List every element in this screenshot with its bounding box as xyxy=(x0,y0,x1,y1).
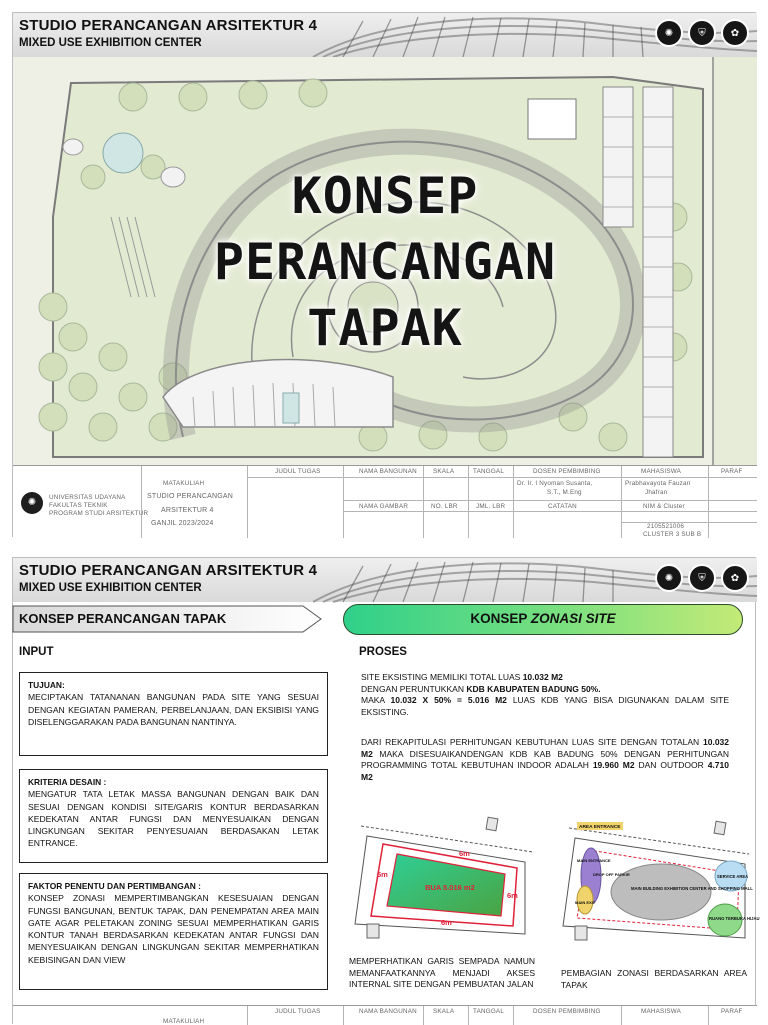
university-logo-icon: ✺ xyxy=(655,564,683,592)
col-catatan: CATATAN xyxy=(548,503,577,510)
col-skala: SKALA xyxy=(433,468,455,475)
setback-top: 6m xyxy=(459,849,470,858)
emblem-logo-icon: ✿ xyxy=(721,19,749,47)
cover-page xyxy=(12,12,756,537)
col-mahasiswa: MAHASISWA xyxy=(641,468,682,475)
col-nama-bangunan: NAMA BANGUNAN xyxy=(359,1008,417,1015)
area-entrance-label: AREA ENTRANCE xyxy=(579,825,621,830)
caption-right: PEMBAGIAN ZONASI BERDASARKAN AREA TAPAK xyxy=(561,968,747,990)
university-line-1: UNIVERSITAS UDAYANA xyxy=(49,494,126,501)
input-box-kriteria xyxy=(19,769,328,863)
university-line-2: FAKULTAS TEKNIK xyxy=(49,502,108,509)
course-name-2: ARSITEKTUR 4 xyxy=(161,507,214,514)
proses-label: PROSES xyxy=(359,646,407,658)
input-box-faktor xyxy=(19,873,328,990)
shield-logo-icon: ⛨ xyxy=(688,564,716,592)
dosen-line-2: S.T., M.Eng xyxy=(547,489,582,496)
ruang-terbuka-label: RUANG TERBUKA HIJAU xyxy=(709,916,760,921)
input-box-tujuan xyxy=(19,672,328,756)
col-judul-tugas: JUDUL TUGAS xyxy=(275,468,321,475)
input-body: MENGATUR TATA LETAK MASSA BANGUNAN DENGAN BAIK DAN SESUAI DENGAN KONDISI SITE/GARIS KONTUR BERDASARKAN KEDEKATAN ANTAR FUNGSI DAN MENYESUAIKAN DENGAN LINGKUNGAN SEKITAR PENYESUAIAN BERDASAKAN LETAK ENTRANCE. xyxy=(28,789,319,849)
logo-group-2 xyxy=(655,564,749,592)
student-line-1: Prabhavayota Fauzan xyxy=(625,480,691,487)
cover-title-line-2: PERANCANGAN xyxy=(213,233,557,291)
kdb-site-diagram xyxy=(347,814,547,946)
setback-bottom: 6m xyxy=(441,918,452,927)
dosen-line-1: Dr. Ir. I Nyoman Susanta, xyxy=(517,480,593,487)
studio-title: STUDIO PERANCANGAN ARSITEKTUR 4 xyxy=(19,17,318,34)
university-seal-icon: ✺ xyxy=(21,492,43,514)
col-tanggal: TANGGAL xyxy=(473,1008,505,1015)
main-entrance-label: MAIN ENTRANCE xyxy=(577,858,611,863)
proses-paragraph-1: SITE EKSISTING MEMILIKI TOTAL LUAS 10.032 M2 DENGAN PERUNTUKKAN KDB KABUPATEN BADUNG 50%. MAKA 10.032 X 50% = 5.016 M2 LUAS KDB YANG BISA DIGUNAKAN DALAM SITE EKSISTING. xyxy=(361,672,729,717)
drop-off-label: DROP OFF PARKIR xyxy=(593,872,630,877)
setback-right: 6m xyxy=(507,891,518,900)
input-body: KONSEP ZONASI MEMPERTIMBANGKAN KESESUAIAN DENGAN FUNGSI BANGUNAN, BENTUK TAPAK, DAN PENEMPATAN AREA MAIN GATE AGAR PELETAKAN ZONING SESUAI MEMPERHATIKAN GARIS KONTUR TANAH BERDASARKAN KEDEKATAN ANTAR FUNGSI DAN MENYESUAIKAN DENGAN LINGKUNGAN SEKITAR MEMPERHATIKAN KEBISINGAN DAN VIEW xyxy=(28,893,319,965)
setback-left: 5m xyxy=(377,870,388,879)
cluster-value: CLUSTER 3 SUB B xyxy=(643,531,702,538)
input-heading: TUJUAN: xyxy=(28,680,65,690)
service-area-label: SERVICE AREA xyxy=(717,874,749,879)
university-line-3: PROGRAM STUDI ARSITEKTUR xyxy=(49,510,149,517)
main-building-label: MAIN BUILDING EXHIBITION CENTER AND SHOPPING MALL xyxy=(631,886,753,891)
logo-group xyxy=(655,19,749,47)
zonasi-site-diagram xyxy=(555,814,760,946)
course-name: STUDIO PERANCANGAN xyxy=(147,493,234,500)
caption-left: MEMPERHATIKAN GARIS SEMPADA NAMUN MEMANFAATKANNYA MENJADI AKSES INTERNAL SITE DENGAN PEMBUATAN JALAN xyxy=(349,956,535,990)
header-band xyxy=(13,13,757,57)
section-title-right-italic: ZONASI SITE xyxy=(530,611,616,626)
cover-title-line-3: TAPAK xyxy=(307,299,463,357)
nim-value: 2105521006 xyxy=(647,523,685,530)
section-title-left-text: KONSEP PERANCANGAN TAPAK xyxy=(19,611,227,626)
section-title-right xyxy=(343,604,743,635)
project-title-2: MIXED USE EXHIBITION CENTER xyxy=(19,582,202,594)
emblem-logo-icon: ✿ xyxy=(721,564,749,592)
input-body: MECIPTAKAN TATANANAN BANGUNAN PADA SITE YANG SESUAI DENGAN KEGIATAN PAMERAN, PERBELANJAAN, DAN EKSIBISI YANG DISELENGGARAKAN PADA BANGUNAN NANTINYA. xyxy=(28,692,319,727)
input-heading: FAKTOR PENENTU DAN PERTIMBANGAN : xyxy=(28,881,201,891)
semester: GANJIL 2023/2024 xyxy=(151,520,214,527)
content-page xyxy=(12,557,760,1025)
cover-title xyxy=(13,163,757,361)
shield-logo-icon: ⛨ xyxy=(688,19,716,47)
section-title-left xyxy=(13,606,323,632)
col-dosen: DOSEN PEMBIMBING xyxy=(533,468,601,475)
col-tanggal: TANGGAL xyxy=(473,468,505,475)
col-mahasiswa: MAHASISWA xyxy=(641,1008,682,1015)
input-label: INPUT xyxy=(19,646,54,658)
header-band-2 xyxy=(13,558,757,602)
title-block-table xyxy=(13,465,757,538)
section-title-right-prefix: KONSEP xyxy=(470,611,528,626)
cover-title-line-1: KONSEP xyxy=(291,167,479,225)
col-jml-lbr: JML. LBR xyxy=(476,503,506,510)
course-label: MATAKULIAH xyxy=(163,1018,205,1025)
project-title: MIXED USE EXHIBITION CENTER xyxy=(19,37,202,49)
studio-title-2: STUDIO PERANCANGAN ARSITEKTUR 4 xyxy=(19,562,318,579)
col-judul-tugas: JUDUL TUGAS xyxy=(275,1008,321,1015)
proses-paragraph-2: DARI REKAPITULASI PERHITUNGAN KEBUTUHAN LUAS SITE DENGAN TOTALAN 10.032 M2 MAKA DISESUAIKANDENGAN KDB KAB BADUNG 50% DENGAN PERHITUNGAN PROGRAMMING TOTAL KEBUTUHAN INDOOR ADALAH 19.960 M2 DAN OUTDOOR 4.710 M2 xyxy=(361,737,729,782)
title-block-table-2 xyxy=(13,1005,757,1025)
col-nama-gambar: NAMA GAMBAR xyxy=(359,503,409,510)
student-line-2: Jhafran xyxy=(645,489,668,496)
university-logo-icon: ✺ xyxy=(655,19,683,47)
col-no-lbr: NO. LBR xyxy=(431,503,458,510)
col-nim: NIM & Cluster xyxy=(643,503,685,510)
col-paraf: PARAF xyxy=(721,468,743,475)
main-exit-label: MAIN EXIT xyxy=(575,900,596,905)
col-paraf: PARAF xyxy=(721,1008,743,1015)
col-skala: SKALA xyxy=(433,1008,455,1015)
col-nama-bangunan: NAMA BANGUNAN xyxy=(359,468,417,475)
col-dosen: DOSEN PEMBIMBING xyxy=(533,1008,601,1015)
input-heading: KRITERIA DESAIN : xyxy=(28,777,107,787)
course-label: MATAKULIAH xyxy=(163,480,205,487)
bua-label: BUA 5.016 m2 xyxy=(425,883,475,892)
